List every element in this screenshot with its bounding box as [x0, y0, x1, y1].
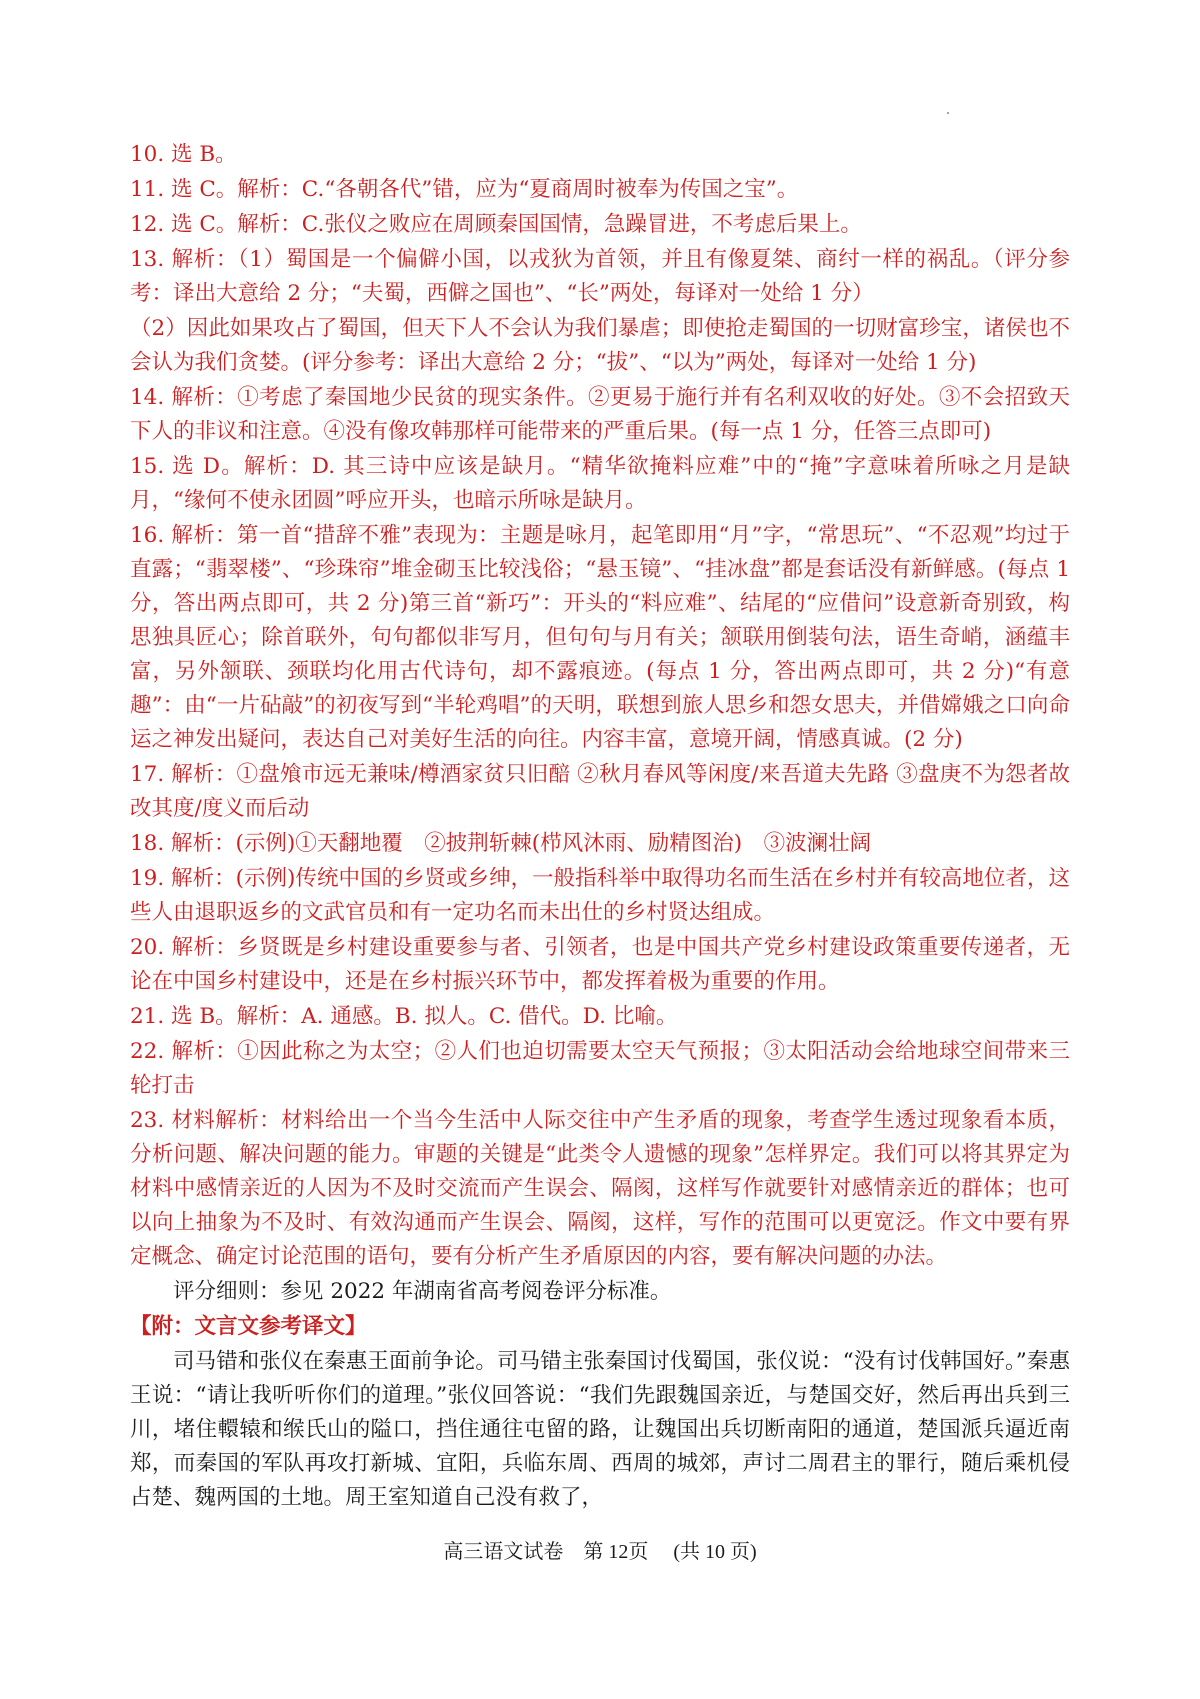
answer-13-part-1: 13. 解析：（1）蜀国是一个偏僻小国，以戎狄为首领，并且有像夏桀、商纣一样的祸乱。（评分参考：译出大意给 2 分；“夫蜀，西僻之国也”、“长”两处，每译对一处给 1 分） — [130, 247, 1070, 306]
page-footer: 高三语文试卷 第 12页 (共 10 页) — [443, 1541, 757, 1563]
answer-18: 18. 解析：(示例)①天翻地覆 ②披荆斩棘(栉风沐雨、励精图治) ③波澜壮阔 — [130, 831, 872, 856]
answer-13-part-2: （2）因此如果攻占了蜀国，但天下人不会认为我们暴虐；即使抢走蜀国的一切财富珍宝，诸侯也不会认为我们贪婪。(评分参考：译出大意给 2 分；“拔”、“以为”两处，每译对一处给 1 分) — [130, 316, 1070, 375]
classical-translation: 司马错和张仪在秦惠王面前争论。司马错主张秦国讨伐蜀国，张仪说：“没有讨伐韩国好。”秦惠王说：“请让我听听你们的道理。”张仪回答说：“我们先跟魏国亲近，与楚国交好，然后再出兵到三川，堵住轘辕和缑氏山的隘口，挡住通往屯留的路，让魏国出兵切断南阳的通道，楚国派兵逼近南郑，而秦国的军队再攻打新城、宜阳，兵临东周、西周的城郊，声讨二周君主的罪行，随后乘机侵占楚、魏两国的土地。周王室知道自己没有救了， — [130, 1349, 1070, 1510]
answer-17: 17. 解析：①盘飧市远无兼味/樽酒家贫只旧醅 ②秋月春风等闲度/来吾道夫先路 ③盘庚不为怨者故改其度/度义而后动 — [130, 762, 1070, 821]
answer-19: 19. 解析：(示例)传统中国的乡贤或乡绅，一般指科举中取得功名而生活在乡村并有较高地位者，这些人由退职返乡的文武官员和有一定功名而未出仕的乡村贤达组成。 — [130, 866, 1070, 925]
answer-key-content — [130, 138, 1070, 1516]
answer-21: 21. 选 B。解析：A. 通感。B. 拟人。C. 借代。D. 比喻。 — [130, 1004, 678, 1029]
answer-11: 11. 选 C。解析：C.“各朝各代”错，应为“夏商周时被奉为传国之宝”。 — [130, 177, 799, 202]
appendix-heading: 【附：文言文参考译文】 — [130, 1314, 367, 1339]
answer-10: 10. 选 B。 — [130, 142, 237, 167]
answer-14: 14. 解析：①考虑了秦国地少民贫的现实条件。②更易于施行并有名利双收的好处。③不会招致天下人的非议和注意。④没有像攻韩那样可能带来的严重后果。(每一点 1 分，任答三点即可) — [130, 385, 1070, 444]
answer-20: 20. 解析：乡贤既是乡村建设重要参与者、引领者，也是中国共产党乡村建设政策重要传递者，无论在中国乡村建设中，还是在乡村振兴环节中，都发挥着极为重要的作用。 — [130, 935, 1070, 994]
scoring-note: 评分细则：参见 2022 年湖南省高考阅卷评分标准。 — [173, 1279, 672, 1304]
answer-12: 12. 选 C。解析：C.张仪之败应在周顾秦国国情，急躁冒进，不考虑后果上。 — [130, 212, 862, 237]
answer-15: 15. 选 D。解析：D. 其三诗中应该是缺月。“精华欲掩料应难”中的“掩”字意味着所咏之月是缺月，“缘何不使永团圆”呼应开头，也暗示所咏是缺月。 — [130, 454, 1070, 513]
answer-16: 16. 解析：第一首“措辞不雅”表现为：主题是咏月，起笔即用“月”字，“常思玩”、“不忍观”均过于直露；“翡翠楼”、“珍珠帘”堆金砌玉比较浅俗；“悬玉镜”、“挂冰盘”都是套话没有新鲜感。(每点 1 分，答出两点即可，共 2 分)第三首“新巧”：开头的“料应难”、结尾的“应借问”设意新奇别致，构思独具匠心；除首联外，句句都似非写月，但句句与月有关；颔联用倒装句法，语生奇峭，涵蕴丰富，另外颔联、颈联均化用古代诗句，却不露痕迹。(每点 1 分，答出两点即可，共 2 分)“有意趣”：由“一片砧敲”的初夜写到“半轮鸡唱”的天明，联想到旅人思乡和怨女思夫，并借嫦娥之口向命运之神发出疑问，表达自己对美好生活的向往。内容丰富，意境开阔，情感真诚。(2 分) — [130, 523, 1070, 752]
answer-23: 23. 材料解析：材料给出一个当今生活中人际交往中产生矛盾的现象，考查学生透过现象看本质，分析问题、解决问题的能力。审题的关键是“此类令人遗憾的现象”怎样界定。我们可以将其界定为材料中感情亲近的人因为不及时交流而产生误会、隔阂，这样写作就要针对感情亲近的群体；也可以向上抽象为不及时、有效沟通而产生误会、隔阂，这样，写作的范围可以更宽泛。作文中要有界定概念、确定讨论范围的语句，要有分析产生矛盾原因的内容，要有解决问题的办法。 — [130, 1108, 1070, 1269]
scan-dot — [947, 112, 949, 114]
answer-22: 22. 解析：①因此称之为太空；②人们也迫切需要太空天气预报；③太阳活动会给地球空间带来三轮打击 — [130, 1039, 1070, 1098]
